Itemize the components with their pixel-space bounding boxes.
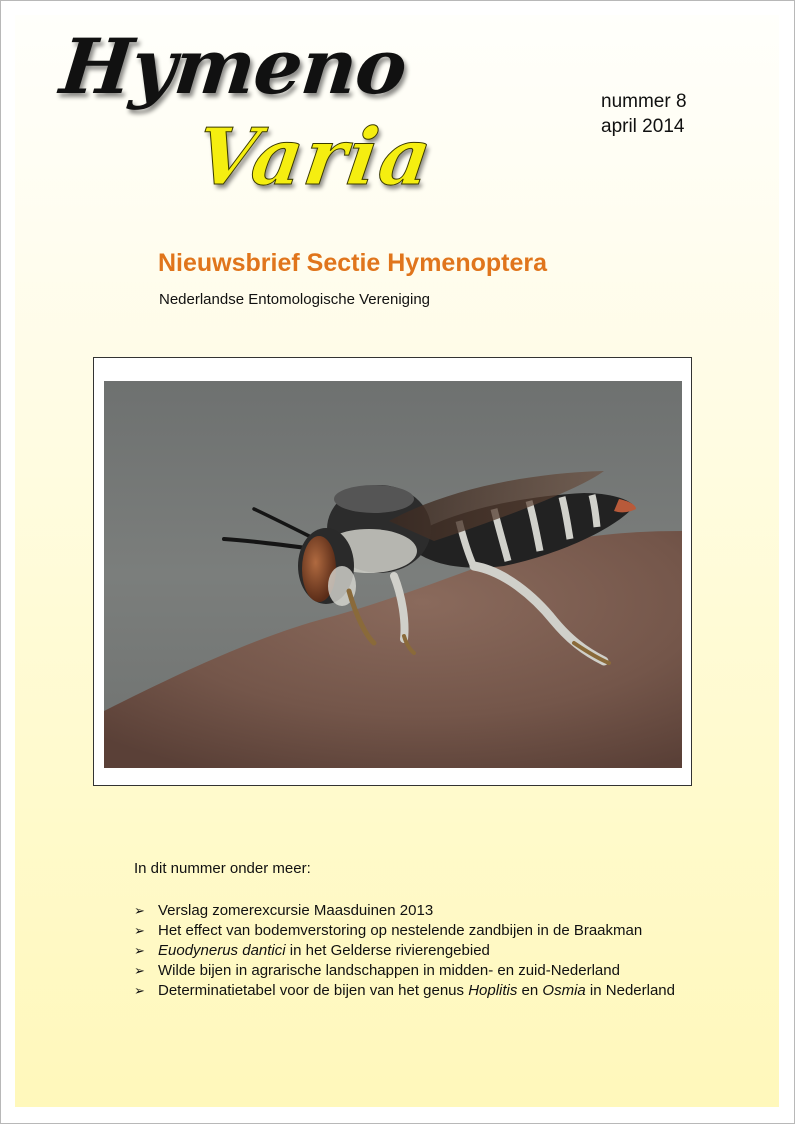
text-run: en [517,982,543,999]
cover-photo-frame [93,357,692,786]
text-run: in Nederland [585,982,675,999]
cover-photo [104,381,682,768]
antenna-2 [254,509,309,536]
arrow-bullet-icon: ➢ [134,923,145,938]
organization-name: Nederlandse Entomologische Vereniging [159,291,431,308]
logo-varia: Varia [190,112,439,203]
taxon-name: Euodynerus dantici [158,942,286,959]
antenna-1 [224,539,314,549]
contents-item-text [158,941,490,961]
issue-number: nummer 8 [601,91,687,112]
contents-item-text [158,961,620,981]
contents-item [134,961,675,981]
contents-item-text [158,921,642,941]
contents-intro: In dit nummer onder meer: [134,860,311,877]
contents-list [134,901,675,1001]
text-run: in het Gelderse rivierengebied [285,942,490,959]
text-run: Verslag zomerexcursie Maasduinen 2013 [158,902,434,919]
contents-item [134,981,675,1001]
taxon-name: Hoplitis [468,982,518,999]
contents-item [134,901,675,921]
text-run: Determinatietabel voor de bijen van het genus [158,982,469,999]
issue-info [601,89,687,139]
arrow-bullet-icon: ➢ [134,963,145,978]
contents-item [134,941,675,961]
newsletter-title: Nieuwsbrief Sectie Hymenoptera [158,249,548,277]
arrow-bullet-icon: ➢ [134,903,145,918]
text-run: Het effect van bodemverstoring op nestelende zandbijen in de Braakman [158,922,643,939]
logo-hymeno: Hymeno [56,22,411,111]
contents-item-text [158,981,675,1001]
arrow-bullet-icon: ➢ [134,943,145,958]
contents-item [134,921,675,941]
text-run: Wilde bijen in agrarische landschappen in midden- en zuid-Nederland [158,962,620,979]
issue-date: april 2014 [601,116,685,137]
contents-item-text [158,901,433,921]
bee-illustration [104,381,682,768]
taxon-name: Osmia [542,982,586,999]
arrow-bullet-icon: ➢ [134,983,145,998]
